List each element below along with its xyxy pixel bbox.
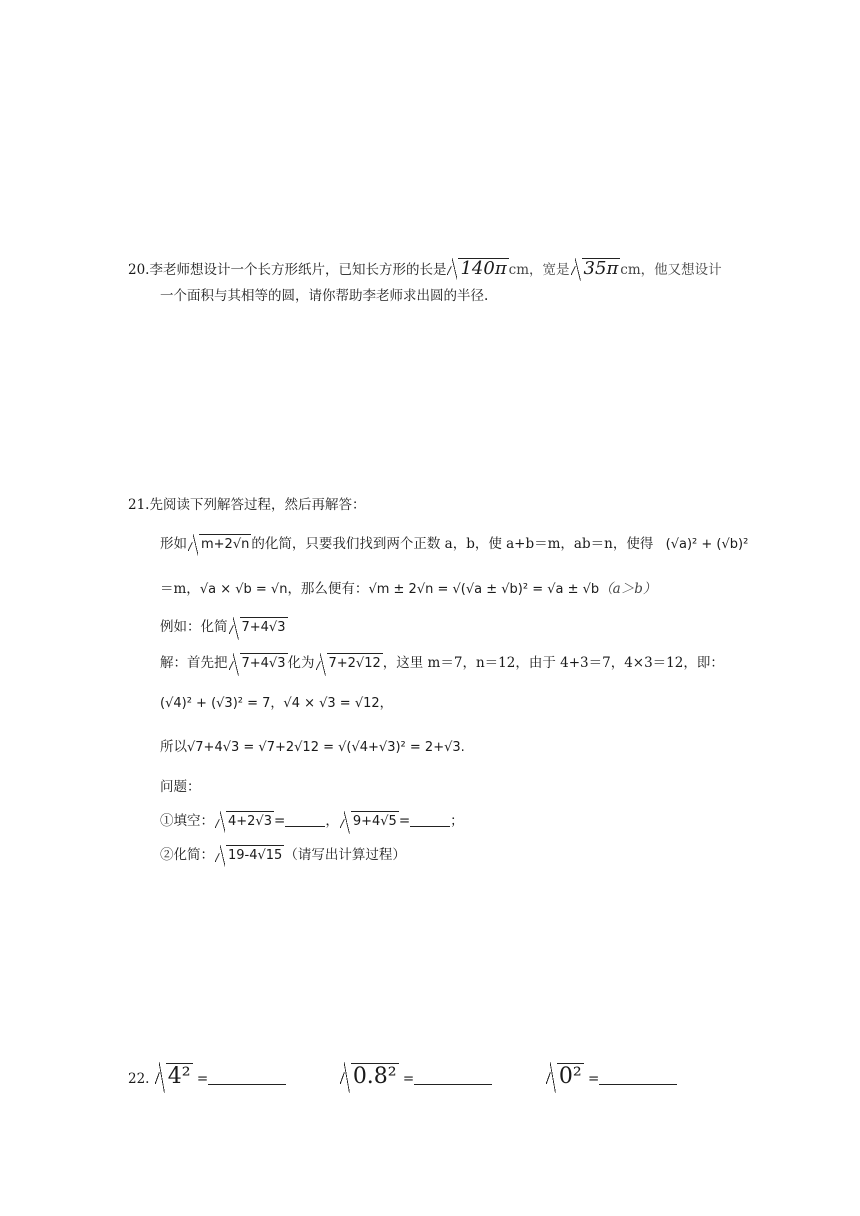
q21-fill-blank2[interactable] [410, 812, 450, 827]
q20-unit2: cm，他又想设计 [620, 262, 722, 278]
q21-example: 例如：化简 7+4√3 [160, 614, 288, 641]
q21-square-sum: (√a)² + (√b)² [665, 537, 749, 552]
q21-fill-radical1: 4+2√3 [215, 809, 274, 835]
q22-radical1: 4² [155, 1060, 193, 1094]
q22-blank2[interactable] [414, 1070, 492, 1085]
q22-number: 22. [128, 1071, 150, 1087]
q21-product-eq: √a × √b = √n [199, 582, 288, 597]
q22-blank3[interactable] [599, 1070, 677, 1085]
q22-line: 22. 4² = 0.8² = 0² = [128, 1060, 677, 1096]
q21-solution-radical1: 7+4√3 [229, 651, 288, 677]
q21-conclusion: 所以√7+4√3 = √7+2√12 = √(√4+√3)² = 2+√3. [160, 739, 465, 755]
q21-solution2: (√4)² + (√3)² = 7，√4 × √3 = √12， [160, 696, 393, 711]
q21-example-radical: 7+4√3 [229, 615, 288, 641]
q21-simplify-radical: 19-4√15 [215, 843, 284, 869]
q21-fill-radical2: 9+4√5 [340, 809, 399, 835]
q21-form-radical: m+2√n [188, 532, 251, 558]
q21-intro: 21.先阅读下列解答过程，然后再解答： [128, 497, 366, 513]
q20-line1 [128, 256, 722, 283]
q20-length-radical: 140π [447, 256, 508, 282]
q20-unit1: cm，宽是 [508, 262, 570, 278]
q22-blank1[interactable] [208, 1070, 286, 1085]
q21-number: 21. [128, 497, 150, 513]
q21-para2: ＝m，√a × √b = √n，那么便有：√m ± 2√n = √(√a ± √b)² = √a ± √b（a＞b） [160, 581, 657, 597]
q21-simplify: ②化简： 19-4√15 （请写出计算过程） [160, 842, 406, 869]
q20-width-radical: 35π [571, 256, 621, 282]
q21-problem-label: 问题： [160, 779, 201, 795]
q20-number: 20. [128, 262, 150, 278]
q22-radical3: 0² [546, 1060, 584, 1094]
q20-line2: 一个面积与其相等的圆，请你帮助李老师求出圆的半径. [160, 288, 489, 304]
q21-conclusion-formula: √7+4√3 = √7+2√12 = √(√4+√3)² = 2+√3. [187, 740, 465, 755]
q21-solution: 解：首先把 7+4√3 化为 7+2√12 ，这里 m＝7，n＝12，由于 4+3＝7，4×3＝12，即： [160, 650, 724, 677]
q21-fill: ①填空： 4+2√3 = ， 9+4√5 = ； [160, 808, 464, 835]
q22-radical2: 0.8² [340, 1060, 399, 1094]
q20-text-part1: 李老师想设计一个长方形纸片，已知长方形的长是 [149, 262, 447, 278]
q21-para1: 形如 m+2√n 的化简，只要我们找到两个正数 a，b，使 a+b＝m，ab＝n，使得 (√a)² + (√b)² [160, 531, 748, 558]
q21-general-formula: √m ± 2√n = √(√a ± √b)² = √a ± √b [368, 582, 600, 597]
q21-fill-blank1[interactable] [285, 812, 325, 827]
q21-solution-radical2: 7+2√12 [316, 651, 383, 677]
